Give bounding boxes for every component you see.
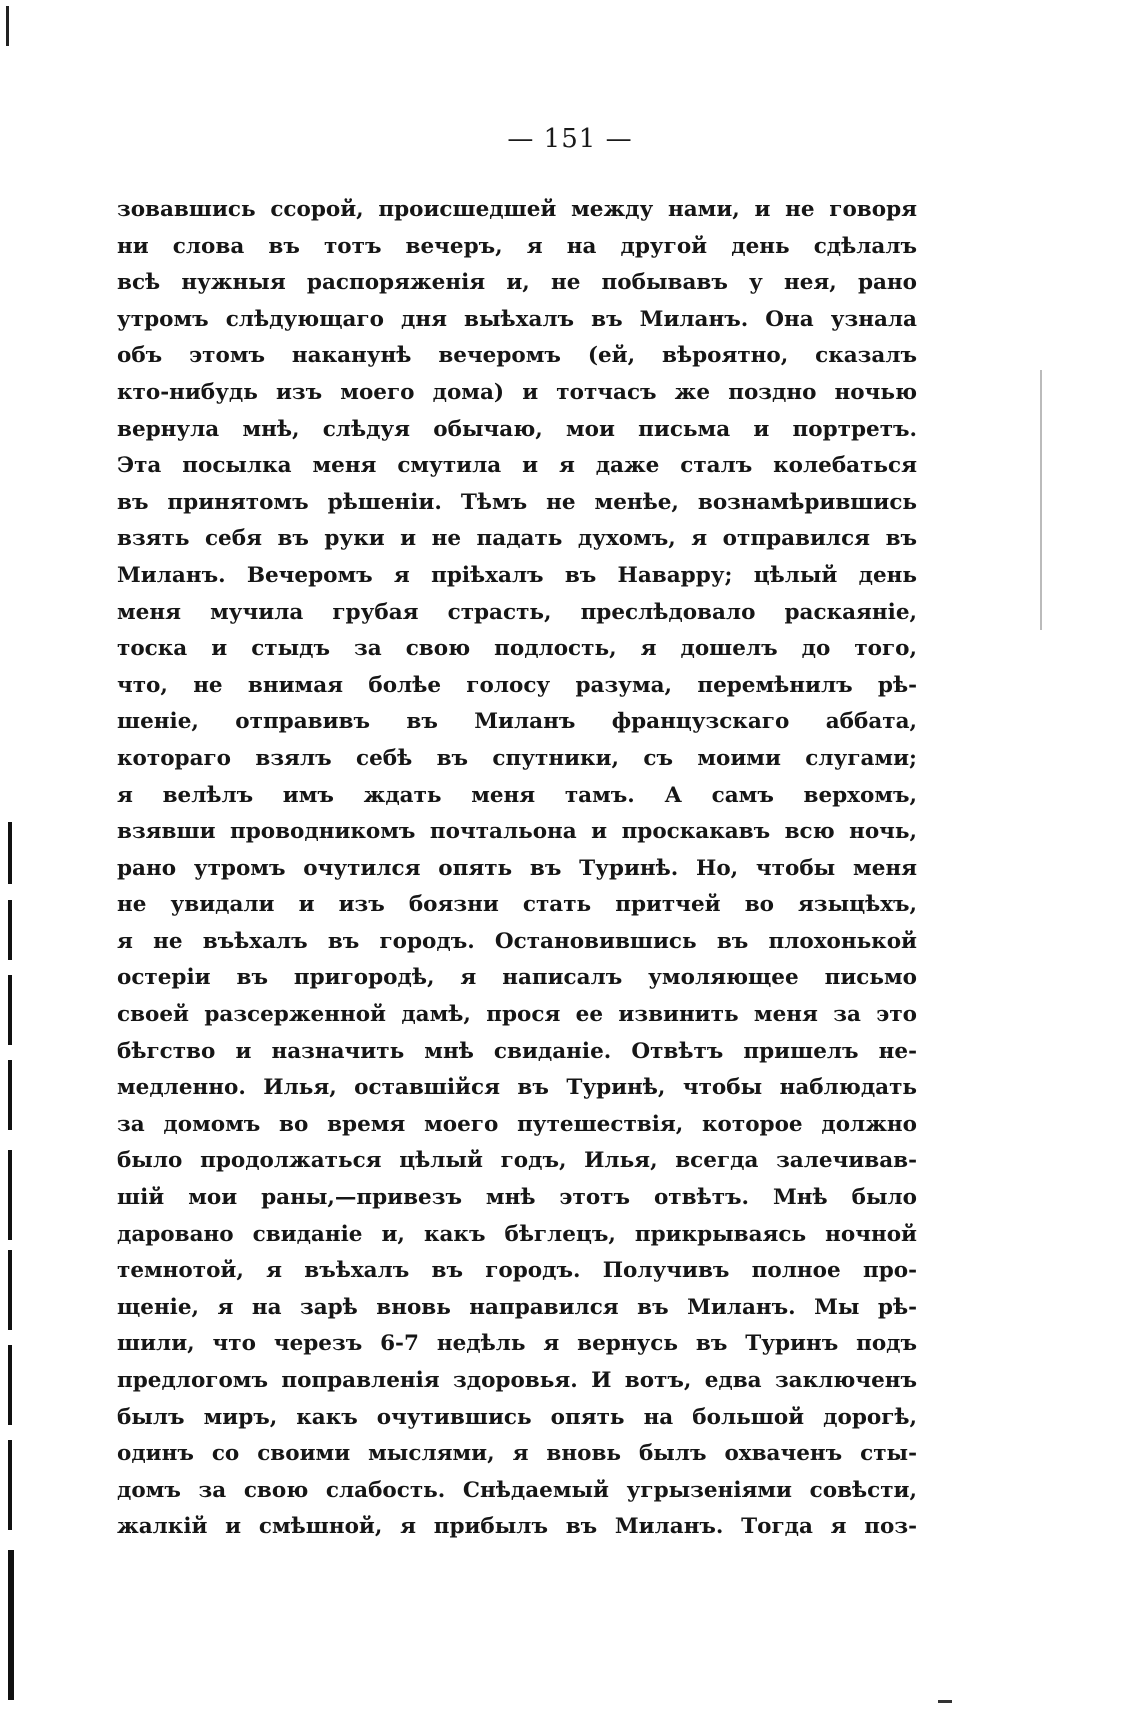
text-line-22: остеріи въ пригородѣ, я написалъ умоляющее письмо	[117, 965, 917, 991]
body-text	[117, 192, 917, 1546]
text-line-6: кто-нибудь изъ моего дома) и тотчасъ же поздно ночью	[117, 379, 917, 405]
page-number: — 151 —	[507, 124, 633, 154]
text-line-1: зовавшись ссорой, происшедшей между нами, и не говоря	[117, 197, 917, 222]
text-line-5: объ этомъ наканунѣ вечеромъ (ей, вѣроятно, сказалъ	[117, 343, 917, 369]
text-line-4: утромъ слѣдующаго дня выѣхалъ въ Миланъ. Она узнала	[117, 306, 917, 332]
text-line-25: медленно. Илья, оставшійся въ Туринѣ, чтобы наблюдать	[117, 1075, 917, 1101]
text-line-12: меня мучила грубая страсть, преслѣдовало раскаяніе,	[117, 599, 917, 625]
scan-artifact-margin-3	[8, 975, 12, 1045]
text-line-17: я велѣлъ имъ ждать меня тамъ. А самъ верхомъ,	[117, 782, 917, 808]
text-line-15: шеніе, отправивъ въ Миланъ французскаго аббата,	[117, 709, 917, 735]
text-line-35: одинъ со своими мыслями, я вновь былъ охваченъ сты-	[117, 1441, 917, 1467]
scan-artifact-margin-8	[8, 1440, 12, 1530]
scan-artifact-margin-5	[8, 1150, 12, 1240]
text-line-16: котораго взялъ себѣ въ спутники, съ моими слугами;	[117, 745, 917, 771]
text-line-23: своей разсерженной дамѣ, прося ее извинить меня за это	[117, 1002, 917, 1028]
text-line-27: было продолжаться цѣлый годъ, Илья, всегда залечивав-	[117, 1148, 917, 1174]
text-line-33: предлогомъ поправленія здоровья. И вотъ, едва заключенъ	[117, 1368, 917, 1393]
text-line-30: темнотой, я въѣхалъ въ городъ. Получивъ полное про-	[117, 1258, 917, 1284]
text-line-32: шили, что черезъ 6-7 недѣль я вернусь въ Туринъ подъ	[117, 1331, 917, 1357]
text-line-24: бѣгство и назначить мнѣ свиданіе. Отвѣтъ пришелъ не-	[117, 1038, 917, 1064]
text-line-34: былъ миръ, какъ очутившись опять на большой дорогѣ,	[117, 1404, 917, 1430]
text-line-3: всѣ нужныя распоряженія и, не побывавъ у нея, рано	[117, 270, 917, 296]
scan-artifact-margin-9	[8, 1550, 14, 1700]
text-line-18: взявши проводникомъ почтальона и проскакавъ всю ночь,	[117, 819, 917, 845]
scan-artifact-margin-6	[8, 1250, 12, 1330]
text-line-19: рано утромъ очутился опять въ Туринѣ. Но, чтобы меня	[117, 855, 917, 881]
text-line-11: Миланъ. Вечеромъ я пріѣхалъ въ Наварру; цѣлый день	[117, 562, 917, 588]
text-line-26: за домомъ во время моего путешествія, которое должно	[117, 1111, 917, 1137]
scan-artifact-margin-4	[8, 1060, 12, 1130]
text-line-29: даровано свиданіе и, какъ бѣглецъ, прикрываясь ночной	[117, 1221, 917, 1247]
text-line-31: щеніе, я на зарѣ вновь направился въ Миланъ. Мы рѣ-	[117, 1294, 917, 1320]
text-line-37: жалкій и смѣшной, я прибылъ въ Миланъ. Тогда я поз-	[117, 1514, 917, 1540]
scan-artifact-bottom	[938, 1700, 952, 1703]
text-line-13: тоска и стыдъ за свою подлость, я дошелъ до того,	[117, 636, 917, 662]
text-line-7: вернула мнѣ, слѣдуя обычаю, мои письма и портретъ.	[117, 416, 917, 442]
scan-artifact-right-edge	[1040, 370, 1042, 630]
text-line-10: взять себя въ руки и не падать духомъ, я отправился въ	[117, 526, 917, 552]
scan-artifact-margin-7	[8, 1345, 12, 1425]
text-line-28: шій мои раны,—привезъ мнѣ этотъ отвѣтъ. Мнѣ было	[117, 1185, 917, 1211]
text-line-14: что, не внимая болѣе голосу разума, перемѣнилъ рѣ-	[117, 672, 917, 698]
text-line-2: ни слова въ тотъ вечеръ, я на другой день сдѣлалъ	[117, 233, 917, 259]
scan-artifact-margin-2	[8, 900, 12, 960]
text-line-8: Эта посылка меня смутила и я даже сталъ колебаться	[117, 453, 917, 479]
scan-artifact-margin-1	[8, 822, 12, 884]
text-line-20: не увидали и изъ боязни стать притчей во языцѣхъ,	[117, 892, 917, 918]
text-line-21: я не въѣхалъ въ городъ. Остановившись въ плохонькой	[117, 928, 917, 954]
scan-artifact-corner	[6, 6, 9, 46]
text-line-9: въ принятомъ рѣшеніи. Тѣмъ не менѣе, вознамѣрившись	[117, 489, 917, 515]
text-line-36: домъ за свою слабость. Снѣдаемый угрызеніями совѣсти,	[117, 1477, 917, 1503]
